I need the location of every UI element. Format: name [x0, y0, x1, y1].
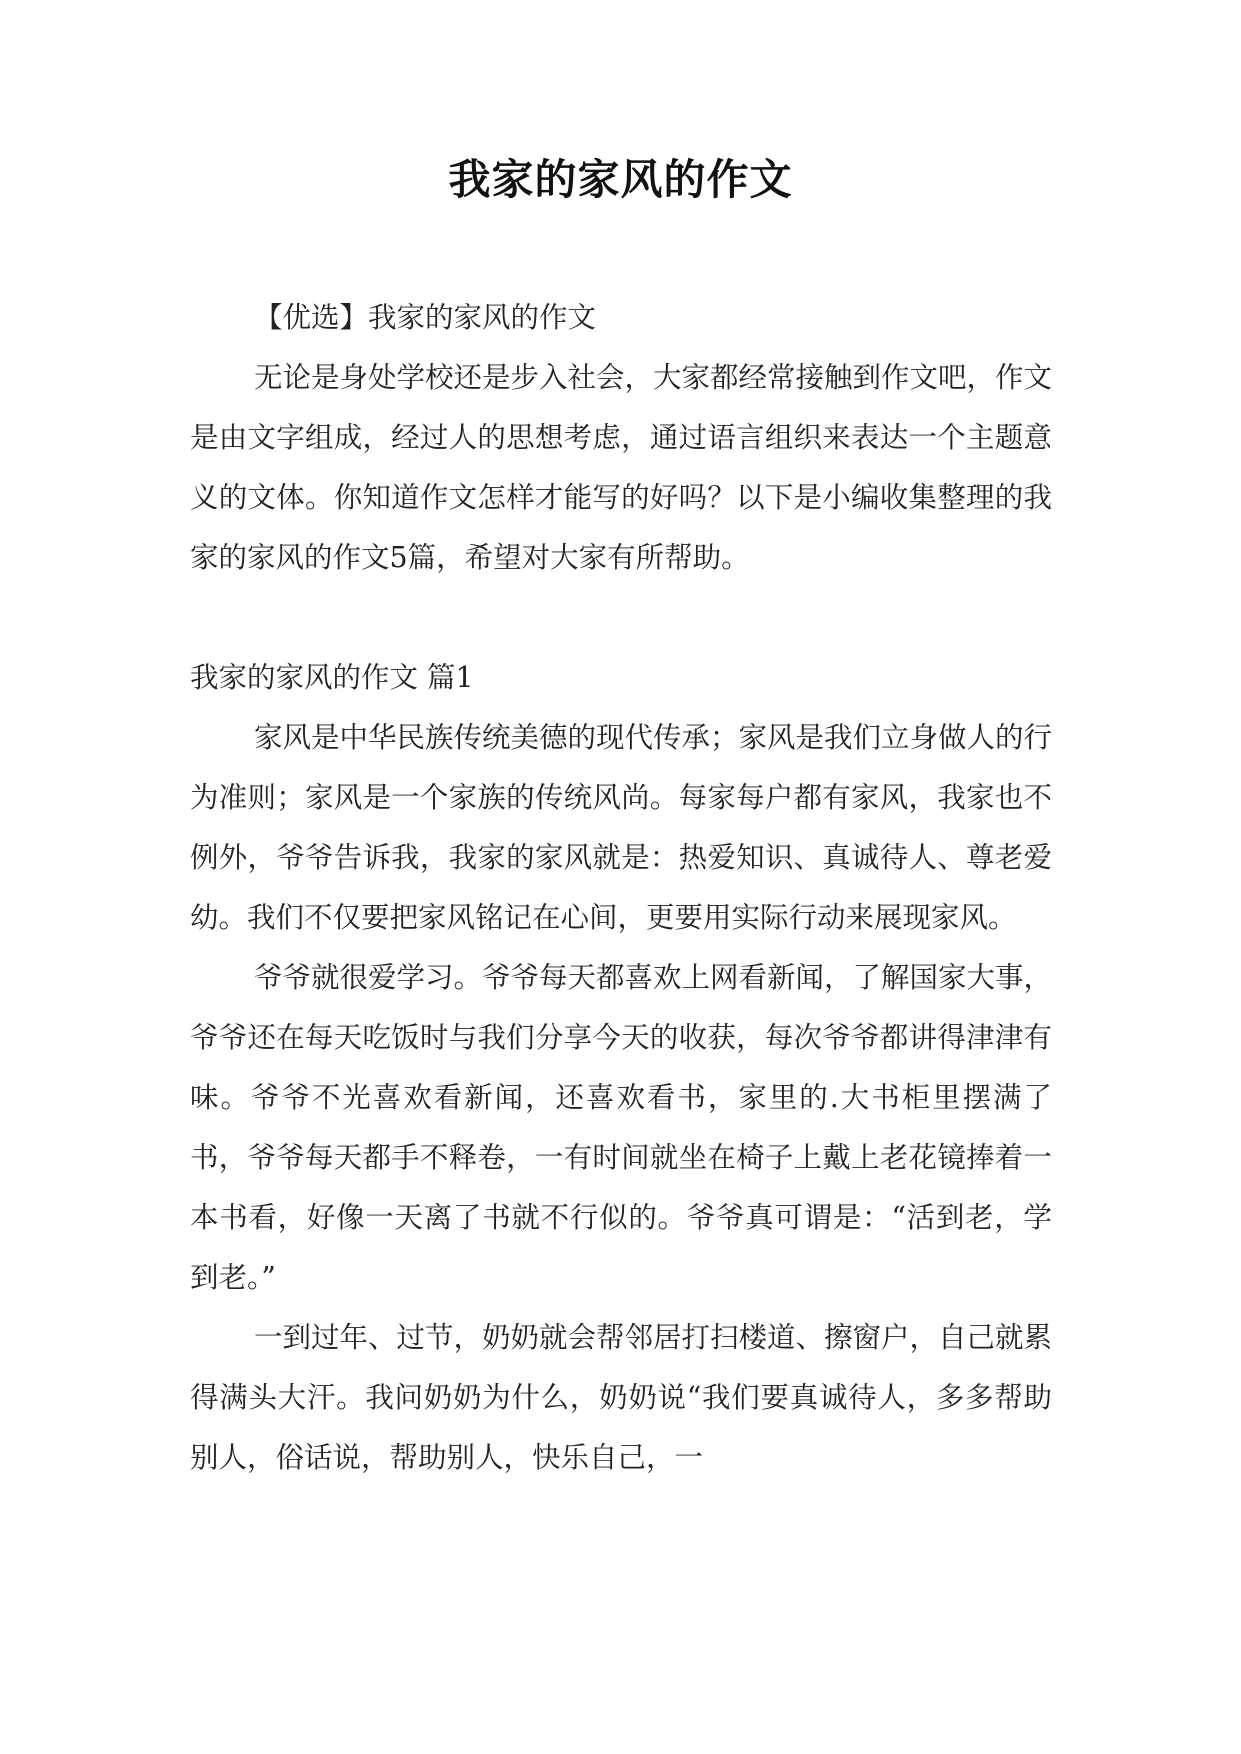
body-paragraph-2: 爷爷就很爱学习。爷爷每天都喜欢上网看新闻，了解国家大事，爷爷还在每天吃饭时与我们分享今天的收获，每次爷爷都讲得津津有味。爷爷不光喜欢看新闻，还喜欢看书，家里的.大书柜里摆满了书，爷爷每天都手不释卷，一有时间就坐在椅子上戴上老花镜捧着一本书看，好像一天离了书就不行似的。爷爷真可谓是：“活到老，学到老。” [190, 961, 1053, 1294]
document-title: 我家的家风的作文 [448, 155, 793, 204]
body-paragraph-3: 一到过年、过节，奶奶就会帮邻居打扫楼道、擦窗户，自己就累得满头大汗。我问奶奶为什么，奶奶说“我们要真诚待人，多多帮助别人，俗话说，帮助别人，快乐自己，一 [190, 1321, 1053, 1474]
body-paragraph-1: 家风是中华民族传统美德的现代传承；家风是我们立身做人的行为准则；家风是一个家族的传统风尚。每家每户都有家风，我家也不例外，爷爷告诉我，我家的家风就是：热爱知识、真诚待人、尊老爱幼。我们不仅要把家风铭记在心间，更要用实际行动来展现家风。 [190, 721, 1053, 934]
section-heading: 我家的家风的作文 篇1 [190, 661, 474, 694]
intro-paragraph: 无论是身处学校还是步入社会，大家都经常接触到作文吧，作文是由文字组成，经过人的思想考虑，通过语言组织来表达一个主题意义的文体。你知道作文怎样才能写的好吗？以下是小编收集整理的我家的家风的作文5篇，希望对大家有所帮助。 [190, 361, 1053, 574]
intro-label: 【优选】我家的家风的作文 [254, 301, 597, 334]
document-body [190, 288, 1052, 1488]
paragraph-spacer [190, 588, 1052, 648]
